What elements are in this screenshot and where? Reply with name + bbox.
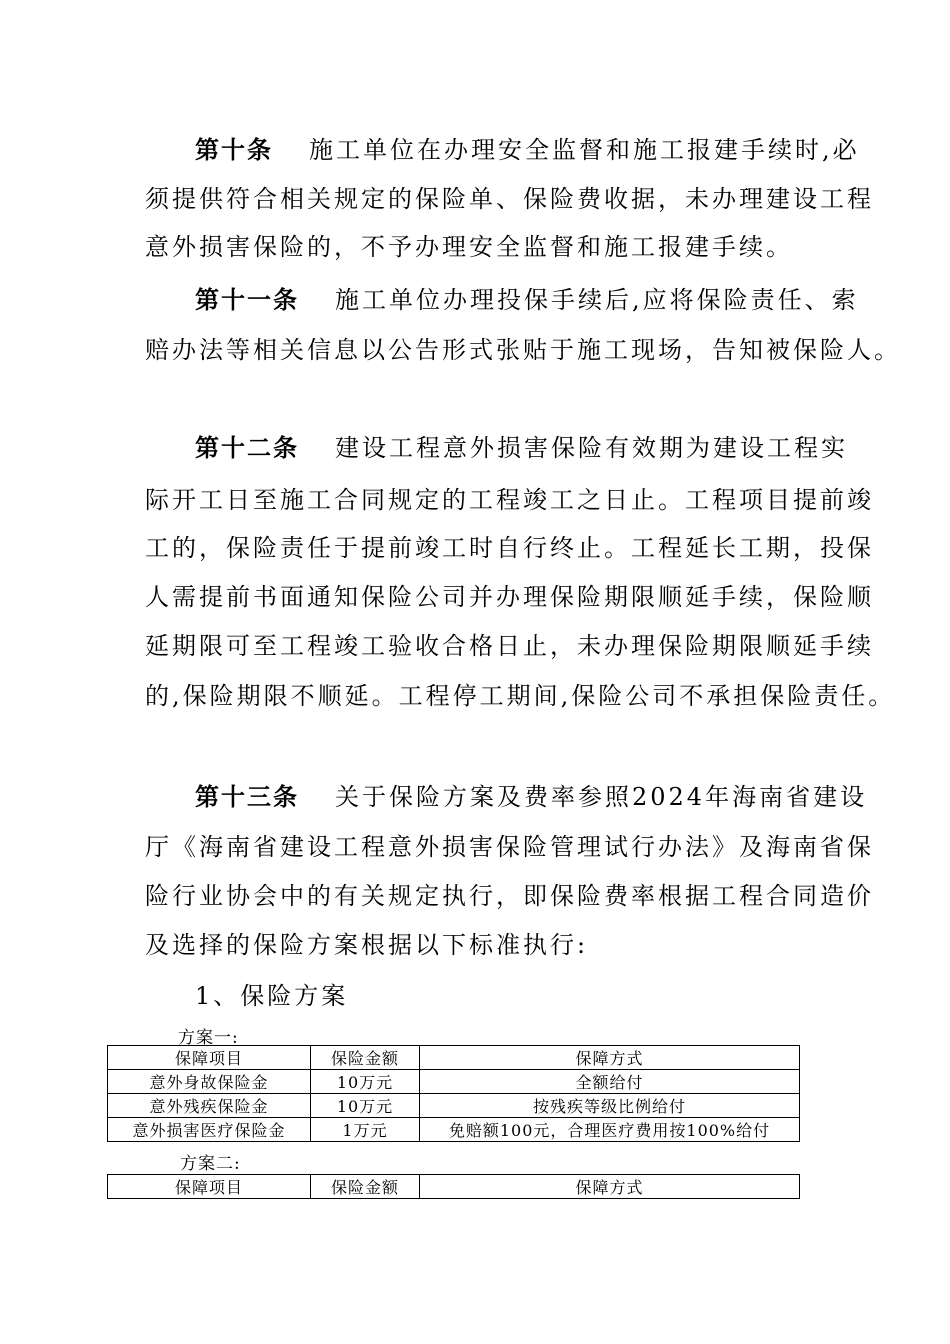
table-cell: 10万元 bbox=[311, 1070, 420, 1094]
article-12-line-1 bbox=[195, 432, 848, 464]
article-12-text: 建设工程意外损害保险有效期为建设工程实 bbox=[335, 434, 848, 462]
header-cell: 保障方式 bbox=[420, 1046, 800, 1070]
article-13-heading: 第十三条 bbox=[195, 782, 299, 811]
article-11-line-2: 赔办法等相关信息以公告形式张贴于施工现场，告知被保险人。 bbox=[145, 336, 901, 364]
plan-2-label: 方案二: bbox=[180, 1154, 241, 1174]
article-10-line-1 bbox=[195, 134, 860, 166]
header-cell: 保障项目 bbox=[108, 1046, 311, 1070]
plan-2-table bbox=[107, 1174, 800, 1199]
table-cell: 意外残疾保险金 bbox=[108, 1094, 311, 1118]
article-11-heading: 第十一条 bbox=[195, 285, 299, 314]
table-row bbox=[108, 1094, 800, 1118]
article-12-line-6: 的,保险期限不顺延。工程停工期间,保险公司不承担保险责任。 bbox=[145, 682, 896, 710]
plan-1-table bbox=[107, 1045, 800, 1142]
article-11-line-1 bbox=[195, 284, 859, 316]
header-cell: 保障方式 bbox=[420, 1175, 800, 1199]
section-heading: 1、保险方案 bbox=[195, 982, 349, 1010]
article-12-line-4: 人需提前书面通知保险公司并办理保险期限顺延手续，保险顺 bbox=[145, 583, 874, 611]
header-cell: 保险金额 bbox=[311, 1175, 420, 1199]
article-13-line-4: 及选择的保险方案根据以下标准执行: bbox=[145, 931, 589, 959]
article-12-line-3: 工的，保险责任于提前竣工时自行终止。工程延长工期，投保 bbox=[145, 534, 874, 562]
table-cell: 全额给付 bbox=[420, 1070, 800, 1094]
table-cell: 按残疾等级比例给付 bbox=[420, 1094, 800, 1118]
article-13-line-2: 厅《海南省建设工程意外损害保险管理试行办法》及海南省保 bbox=[145, 833, 874, 861]
header-cell: 保障项目 bbox=[108, 1175, 311, 1199]
article-12-line-2: 际开工日至施工合同规定的工程竣工之日止。工程项目提前竣 bbox=[145, 486, 874, 514]
table-cell: 意外损害医疗保险金 bbox=[108, 1118, 311, 1142]
article-10-line-2: 须提供符合相关规定的保险单、保险费收据，未办理建设工程 bbox=[145, 185, 874, 213]
table-cell: 10万元 bbox=[311, 1094, 420, 1118]
article-13-line-1 bbox=[195, 781, 867, 813]
article-10-text: 施工单位在办理安全监督和施工报建手续时,必 bbox=[309, 136, 860, 164]
article-12-line-5: 延期限可至工程竣工验收合格日止，未办理保险期限顺延手续 bbox=[145, 632, 874, 660]
article-10-heading: 第十条 bbox=[195, 135, 273, 164]
table-header-row bbox=[108, 1046, 800, 1070]
plan-1-label: 方案一: bbox=[178, 1028, 239, 1048]
article-13-line-3: 险行业协会中的有关规定执行，即保险费率根据工程合同造价 bbox=[145, 882, 874, 910]
article-11-text: 施工单位办理投保手续后,应将保险责任、索 bbox=[335, 286, 859, 314]
table-row bbox=[108, 1070, 800, 1094]
table-cell: 免赔额100元，合理医疗费用按100%给付 bbox=[420, 1118, 800, 1142]
article-12-heading: 第十二条 bbox=[195, 433, 299, 462]
table-header-row bbox=[108, 1175, 800, 1199]
article-13-text: 关于保险方案及费率参照2024年海南省建设 bbox=[335, 783, 868, 811]
table-row bbox=[108, 1118, 800, 1142]
table-cell: 1万元 bbox=[311, 1118, 420, 1142]
header-cell: 保险金额 bbox=[311, 1046, 420, 1070]
table-cell: 意外身故保险金 bbox=[108, 1070, 311, 1094]
article-10-line-3: 意外损害保险的，不予办理安全监督和施工报建手续。 bbox=[145, 233, 793, 261]
